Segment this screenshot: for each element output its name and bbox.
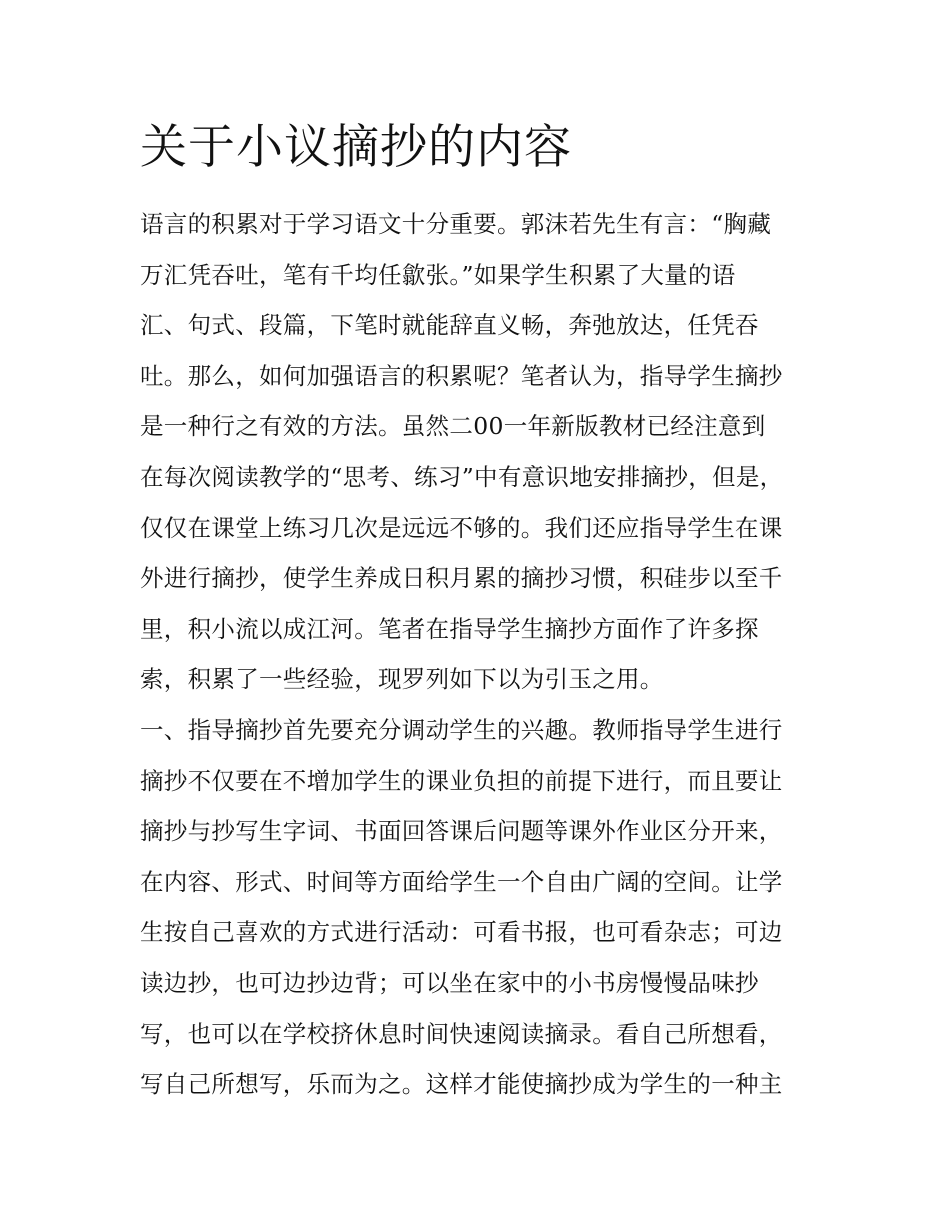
document-body	[140, 199, 820, 1110]
body-line: 在每次阅读教学的“思考、练习”中有意识地安排摘抄，但是，	[140, 462, 784, 491]
body-line: 是一种行之有效的方法。虽然二00一年新版教材已经注意到	[140, 412, 766, 441]
body-line: 汇、句式、段篇，下笔时就能辞直义畅，奔弛放达，任凭吞	[140, 311, 759, 340]
body-line: 生按自己喜欢的方式进行活动：可看书报，也可看杂志；可边	[140, 918, 783, 947]
body-line: 写，也可以在学校挤休息时间快速阅读摘录。看自己所想看，	[140, 1019, 783, 1048]
body-line: 语言的积累对于学习语文十分重要。郭沫若先生有言：“胸藏	[140, 210, 772, 238]
body-line: 外进行摘抄，使学生养成日积月累的摘抄习惯，积硅步以至千	[140, 564, 783, 593]
body-line: 里，积小流以成江河。笔者在指导学生摘抄方面作了许多探	[140, 614, 759, 643]
body-line: 仅仅在课堂上练习几次是远远不够的。我们还应指导学生在课	[140, 513, 783, 542]
body-line: 摘抄不仅要在不增加学生的课业负担的前提下进行，而且要让	[140, 766, 783, 795]
body-line: 一、指导摘抄首先要充分调动学生的兴趣。教师指导学生进行	[140, 715, 783, 744]
body-line: 读边抄，也可边抄边背；可以坐在家中的小书房慢慢品味抄	[140, 968, 759, 997]
document-title: 关于小议摘抄的内容	[140, 120, 572, 175]
body-line: 在内容、形式、时间等方面给学生一个自由广阔的空间。让学	[140, 867, 783, 896]
body-line: 索，积累了一些经验，现罗列如下以为引玉之用。	[140, 665, 664, 694]
body-line: 摘抄与抄写生字词、书面回答课后问题等课外作业区分开来，	[140, 817, 783, 846]
body-line: 吐。那么，如何加强语言的积累呢？笔者认为，指导学生摘抄	[140, 361, 783, 390]
body-line: 万汇凭吞吐，笔有千均任歙张。”如果学生积累了大量的语	[140, 260, 736, 289]
body-line: 写自己所想写，乐而为之。这样才能使摘抄成为学生的一种主	[140, 1070, 783, 1099]
